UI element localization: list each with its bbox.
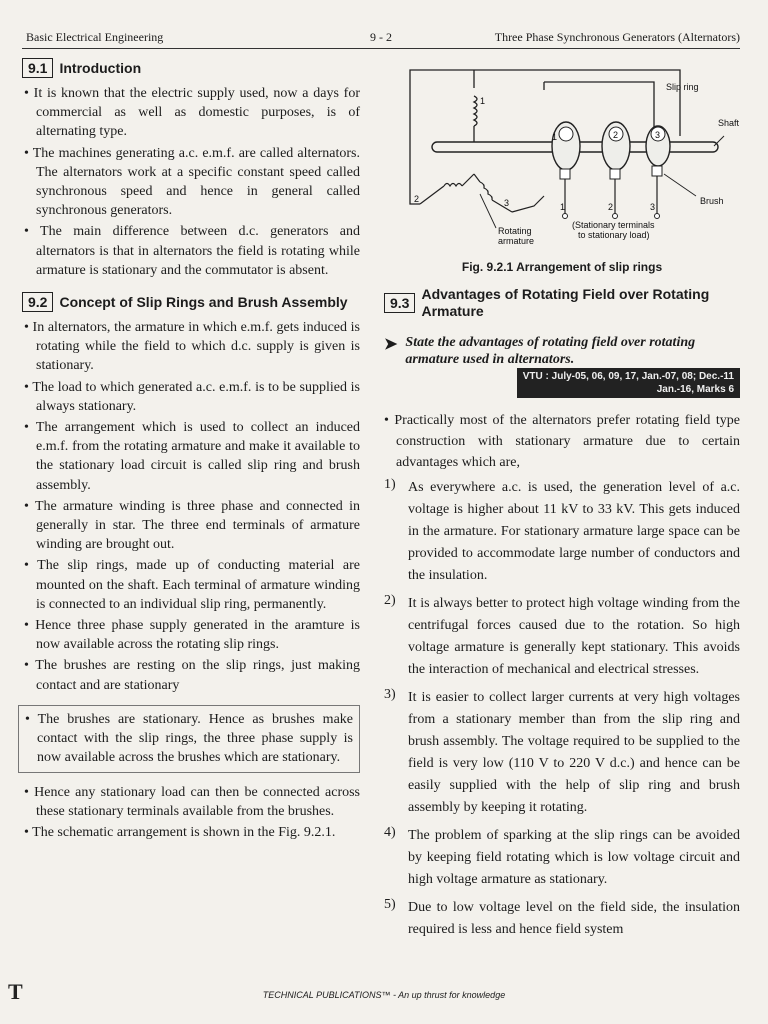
concept-bullet-5: • The slip rings, made up of conducting material are mounted on the shaft. Each terminal of armature winding is connected to an individual slip ring, permanently. [24, 558, 360, 612]
slip-ring-diagram [384, 56, 740, 258]
advantage-item-3 [384, 687, 740, 819]
item-number: 1) [384, 477, 396, 492]
advantage-item-2 [384, 593, 740, 681]
boxed-note-text: • The brushes are stationary. Hence as brushes make contact with the slip rings, the three phase supply is now available across the brushes which are stationary. [25, 711, 353, 766]
terminal-dot-3 [655, 214, 660, 219]
label-slip-ring: Slip ring [666, 82, 699, 92]
label-term-1: 1 [560, 202, 566, 212]
brush-3 [652, 166, 662, 176]
armature-star-2 [474, 174, 480, 182]
boxed-note [18, 705, 360, 773]
vtu-line-2: Jan.-16, Marks 6 [656, 384, 734, 395]
vtu-line-1: VTU : July-05, 06, 09, 17, Jan.-07, 08; Dec.-11 [522, 371, 734, 382]
armature-coil-a [444, 184, 462, 187]
field-coil [474, 96, 477, 126]
arrow-icon: ➤ [384, 334, 398, 353]
section-title: Introduction [59, 59, 142, 76]
after-bullet-1: • Hence any stationary load can then be connected across these stationary terminals available from the brushes. [24, 784, 360, 819]
left-column [22, 56, 360, 844]
concept-bullet-7: • The brushes are resting on the slip rings, just making contact and are stationary [24, 658, 360, 693]
label-shaft: Shaft [718, 118, 740, 128]
question-text: State the advantages of rotating field over rotating armature used in alternators. [405, 335, 696, 367]
label-arm-3: 3 [504, 198, 510, 208]
label-field-1: 1 [480, 96, 486, 106]
running-header-right: Three Phase Synchronous Generators (Alternators) [494, 30, 740, 44]
label-ring-3: 3 [655, 130, 661, 140]
brush-1 [560, 169, 570, 179]
shaft-pointer [714, 136, 724, 146]
label-ring-1: 1 [552, 132, 558, 142]
section-number: 9.3 [384, 293, 415, 313]
slip-ring-figure [384, 56, 740, 258]
label-field-2: 2 [414, 194, 420, 204]
terminal-dot-1 [563, 214, 568, 219]
figure-caption: Fig. 9.2.1 Arrangement of slip rings [461, 260, 663, 274]
vtu-badge [517, 368, 740, 398]
label-term-2: 2 [608, 202, 614, 212]
advantage-item-4 [384, 825, 740, 891]
label-ring-2: 2 [613, 130, 619, 140]
label-armature: armature [498, 236, 535, 246]
after-bullet-2: • The schematic arrangement is shown in the Fig. 9.2.1. [24, 824, 336, 840]
section-number: 9.1 [22, 58, 53, 78]
item-number: 2) [384, 593, 396, 608]
armature-star-1 [462, 174, 474, 186]
label-stationary-2: to stationary load) [578, 230, 650, 240]
label-stationary-1: (Stationary terminals [572, 220, 655, 230]
advantage-item-1 [384, 477, 740, 587]
section-title: Concept of Slip Rings and Brush Assembly [59, 293, 348, 310]
item-number: 4) [384, 825, 396, 840]
label-rotating: Rotating [498, 226, 532, 236]
logo-letter: T [8, 980, 23, 1002]
item-text: It is easier to collect larger currents at very high voltages from a stationary member than from the slip ring and brush assembly. The voltage required to be supplied to the field is very low (110 V to 220 V d.c.) and hence can be easily supplied with the help of slip ring and brush assembly by keeping it rotating. [408, 690, 740, 815]
section-9-1-heading [22, 58, 360, 78]
section-9-2-heading [22, 292, 360, 312]
concept-bullet-4: • The armature winding is three phase and connected in generally in star. The three end terminals of armature winding are brought out. [24, 498, 360, 553]
armature-pointer [480, 194, 496, 228]
item-number: 3) [384, 687, 396, 702]
item-text: It is always better to protect high voltage winding from the centrifugal forces caused due to the rotation. So high voltage armature is generally kept stationary. This avoids the interaction of mechanical and electrical stresses. [408, 596, 740, 677]
armature-lead-3 [512, 196, 544, 212]
item-text: As everywhere a.c. is used, the generation level of a.c. voltage is higher about 11 kV to 33 kV. This gets induced in the armature. For stationary armature large space can be provided to accommodate large number of conductors and the insulation. [408, 480, 740, 583]
concept-bullet-6: • Hence three phase supply generated in the aramture is now available across the rotating slip rings. [24, 618, 360, 653]
brush-pointer [664, 174, 696, 196]
label-brush: Brush [700, 196, 724, 206]
section-number: 9.2 [22, 292, 53, 312]
advantage-item-5 [384, 897, 740, 941]
brush-2 [610, 169, 620, 179]
advantages-lead: • Practically most of the alternators prefer rotating field type construction with stationary armature due to certain advantages which are, [384, 413, 740, 470]
concept-bullet-3: • The arrangement which is used to collect an induced e.m.f. from the rotating armature and make it available to the stationary load circuit is called slip ring and brush assembly. [24, 420, 360, 493]
exam-question [384, 334, 740, 368]
item-number: 5) [384, 897, 396, 912]
section-9-3-heading [384, 286, 740, 320]
section-title: Advantages of Rotating Field over Rotating Armature [421, 286, 710, 319]
concept-bullet-2: • The load to which generated a.c. e.m.f. is to be supplied is always stationary. [24, 379, 360, 414]
intro-bullet-2: • The machines generating a.c. e.m.f. are called alternators. The alternators work at a specific constant speed called synchronous speed and hence in general called synchronous generators. [24, 145, 360, 219]
footer-text: TECHNICAL PUBLICATIONS™ - An up thrust for knowledge [262, 990, 506, 1000]
item-text: The problem of sparking at the slip rings can be avoided by keeping field rotating which is low voltage circuit and high voltage armature as stationary. [408, 828, 740, 887]
field-wire-outer [410, 70, 680, 204]
running-header-left: Basic Electrical Engineering [26, 30, 164, 44]
ring-marker-1 [559, 127, 573, 141]
header-rule [22, 48, 740, 49]
concept-bullet-1: • In alternators, the armature in which e.m.f. gets induced is rotating while the field to which d.c. supply is given is stationary. [24, 320, 360, 374]
terminal-dot-2 [613, 214, 618, 219]
item-text: Due to low voltage level on the field side, the insulation required is less and hence field system [408, 900, 740, 937]
right-column [384, 56, 740, 947]
armature-star-4 [420, 186, 444, 204]
page-number: 9 - 2 [370, 30, 392, 44]
intro-bullet-1: • It is known that the electric supply used, now a days for commercial as well as domestic purposes, is of alternating type. [24, 86, 360, 140]
intro-bullet-3: • The main difference between d.c. generators and alternators is that in alternators the field is rotating while armature is stationary and the commutator is absent. [24, 224, 360, 278]
label-term-3: 3 [650, 202, 656, 212]
